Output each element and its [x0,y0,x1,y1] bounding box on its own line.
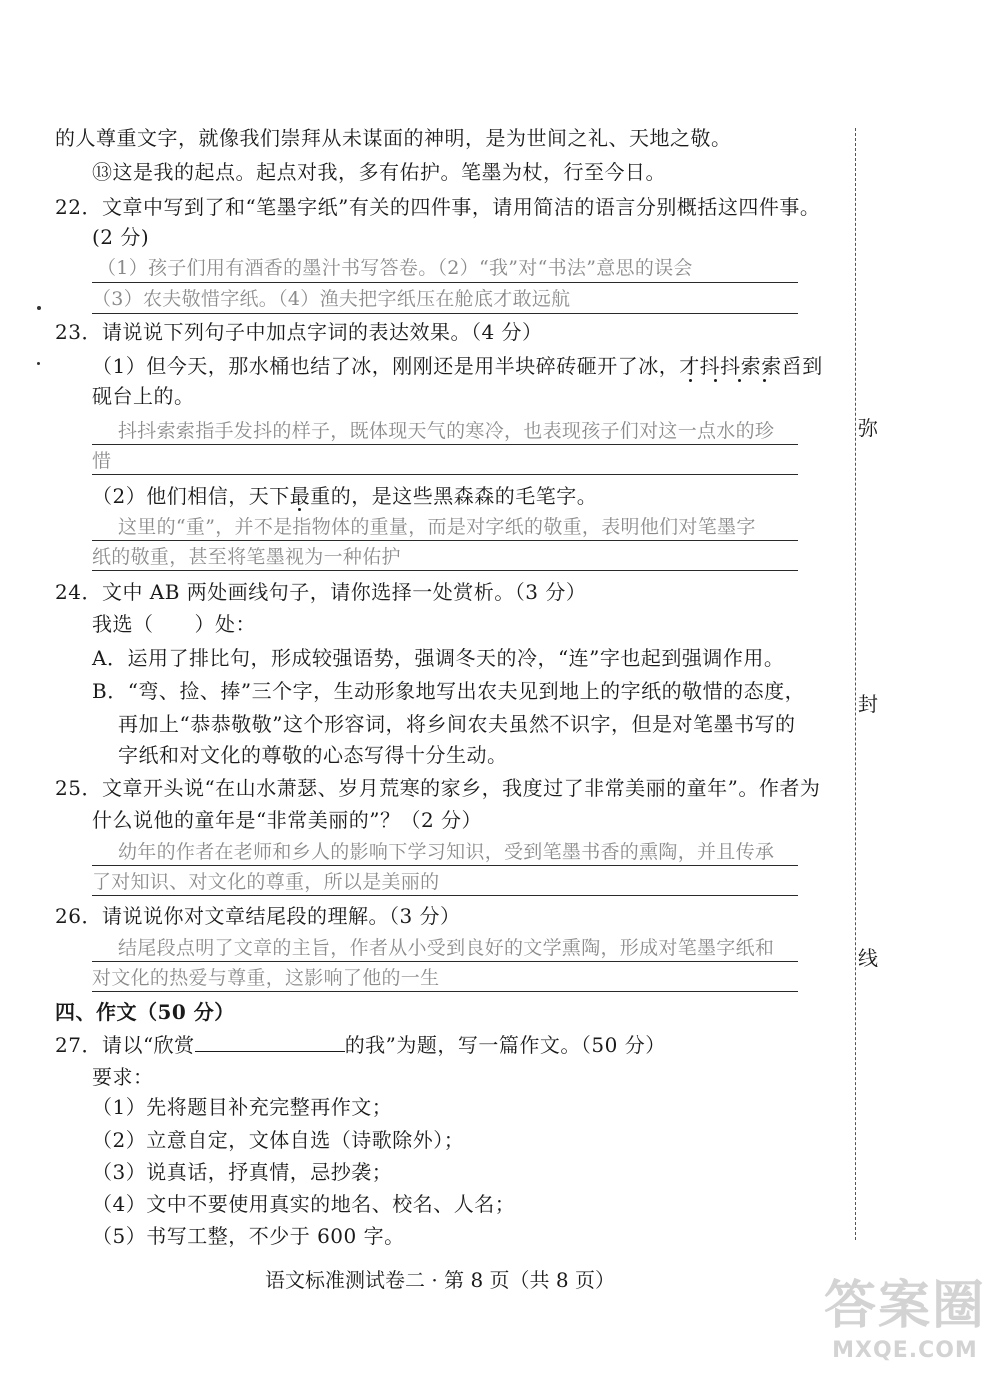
question-26: 26．请说说你对文章结尾段的理解。（3 分） [55,904,461,928]
requirement-item: （5）书写工整，不少于 600 字。 [92,1224,405,1248]
question-25: 25．文章开头说“在山水萧瑟、岁月荒寒的家乡，我度过了非常美丽的童年”。作者为 [55,776,821,800]
question-24: 24．文中 AB 两处画线句子，请你选择一处赏析。（3 分） [55,580,587,604]
answer-23-line-3: 这里的“重”，并不是指物体的重量，而是对字纸的敬重，表明他们对笔墨字 [118,516,756,538]
answer-25-line-1: 幼年的作者在老师和乡人的影响下学习知识，受到笔墨书香的熏陶，并且传承 [118,841,775,863]
binding-dashed-line [855,128,856,1240]
watermark-logo [824,1263,986,1363]
question-24-option-b: B．“弯、捡、捧”三个字，生动形象地写出农夫见到地上的字纸的敬惜的态度， [92,679,806,703]
question-24-option-a: A．运用了排比句，形成较强语势，强调冬天的冷，“连”字也起到强调作用。 [92,646,785,670]
question-27-prefix: 27．请以“欣赏 [55,1033,195,1057]
requirement-item: （1）先将题目补充完整再作文； [92,1095,393,1119]
question-22: 22．文章中写到了和“笔墨字纸”有关的四件事，请用简洁的语言分别概括这四件事。 [55,195,821,219]
question-23-sentence-1: （1）但今天，那水桶也结了冰，刚刚还是用半块碎砖砸开了冰，才抖抖索索舀到 [92,354,823,378]
answer-rule [92,474,798,475]
answer-26-line-1: 结尾段点明了文章的主旨，作者从小受到良好的文学熏陶，形成对笔墨字纸和 [118,937,775,959]
question-23-sentence-2: （2）他们相信，天下最重的，是这些黑森森的毛笔字。 [92,484,598,508]
passage-line: 的人尊重文字，就像我们崇拜从未谋面的神明，是为世间之礼、天地之敬。 [55,126,732,150]
requirement-item: （3）说真话，抒真情，忌抄袭； [92,1160,393,1184]
requirements-label: 要求： [92,1065,154,1089]
question-24-option-b-cont: 再加上“恭恭敬敬”这个形容词，将乡间农夫虽然不识字，但是对笔墨书写的 [118,712,796,736]
answer-25-line-2: 了对知识、对文化的尊重，所以是美丽的 [92,871,440,893]
question-24-option-b-cont: 字纸和对文化的尊敬的心态写得十分生动。 [118,743,508,767]
page-footer: 语文标准测试卷二 · 第 8 页（共 8 页） [265,1268,615,1292]
answer-23-line-2: 惜 [92,450,112,472]
question-25-cont: 什么说他的童年是“非常美丽的”？（2 分） [92,808,483,832]
scan-speck [37,306,41,310]
watermark-title: 答案圈 [823,1276,986,1336]
binding-label-mi: 弥 [858,416,878,440]
question-23-sentence-1-cont: 砚台上的。 [92,384,195,408]
emphasis-dot [298,508,301,511]
answer-26-line-2: 对文化的热爱与尊重，这影响了他的一生 [92,967,440,989]
binding-label-feng: 封 [858,692,878,716]
scan-speck [37,362,40,365]
question-27-suffix: 的我”为题，写一篇作文。（50 分） [344,1033,666,1057]
answer-rule [92,961,798,962]
requirement-item: （2）立意自定，文体自选（诗歌除外）； [92,1128,465,1152]
answer-rule [92,865,798,866]
answer-rule [92,895,798,896]
title-blank [195,1050,345,1052]
emphasis-dot [714,379,717,382]
question-22-score: (2 分) [92,225,150,249]
emphasis-dot [763,379,766,382]
answer-23-line-4: 纸的敬重，甚至将笔墨视为一种佑护 [92,546,401,568]
question-24-select: 我选（ ）处： [92,612,256,636]
requirement-item: （4）文中不要使用真实的地名、校名、人名； [92,1192,516,1216]
emphasis-dot [738,379,741,382]
answer-22-line-1: （1）孩子们用有酒香的墨汁书写答卷。（2）“我”对“书法”意思的误会 [97,257,693,279]
answer-rule [92,313,798,314]
answer-rule [92,570,798,571]
question-27 [55,1035,666,1055]
answer-rule [92,540,798,541]
answer-rule [92,444,798,445]
watermark-url: MXQE.COM [832,1338,978,1363]
section-heading-composition: 四、作文（50 分） [55,1000,235,1024]
passage-line: ⑬这是我的起点。起点对我，多有佑护。笔墨为杖，行至今日。 [92,160,666,184]
question-23: 23．请说说下列句子中加点字词的表达效果。（4 分） [55,320,543,344]
answer-rule [92,282,798,283]
emphasis-dot [689,379,692,382]
answer-23-line-1: 抖抖索索指手发抖的样子，既体现天气的寒冷，也表现孩子们对这一点水的珍 [118,420,775,442]
binding-label-xian: 线 [858,946,878,970]
answer-rule [92,991,798,992]
answer-22-line-2: （3）农夫敬惜字纸。（4）渔夫把字纸压在舱底才敢远航 [92,288,571,310]
